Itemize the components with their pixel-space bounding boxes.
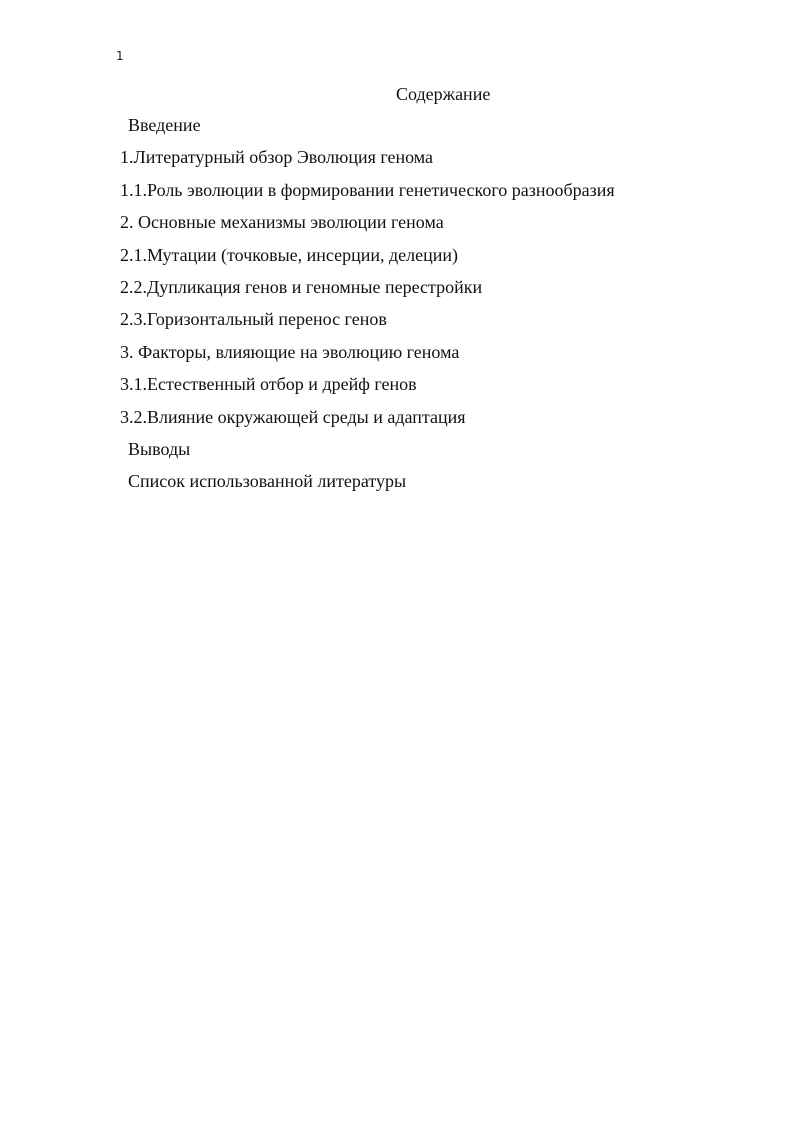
toc-item-1: 1.Литературный обзор Эволюция генома (120, 147, 434, 168)
page-title: Содержание (396, 84, 491, 104)
toc-item-introduction: Введение (128, 115, 201, 135)
toc-item-references: Список использованной литературы (128, 471, 407, 492)
page-number: 1 (116, 49, 124, 63)
toc-item-3-2: 3.2.Влияние окружающей среды и адаптация (120, 406, 466, 427)
table-of-contents (0, 113, 800, 502)
toc-item-conclusions: Выводы (128, 438, 191, 459)
toc-item-3-1: 3.1.Естественный отбор и дрейф генов (120, 374, 417, 395)
toc-item-2-2: 2.2.Дупликация генов и геномные перестройки (120, 276, 483, 297)
toc-item-2-3: 2.3.Горизонтальный перенос генов (120, 309, 387, 330)
toc-item-2-1: 2.1.Мутации (точковые, инсерции, делеции) (120, 244, 459, 265)
toc-item-2: 2. Основные механизмы эволюции генома (120, 212, 444, 233)
toc-item-3: 3. Факторы, влияющие на эволюцию генома (120, 341, 460, 362)
toc-item-1-1: 1.1.Роль эволюции в формировании генетического разнообразия (120, 179, 615, 200)
